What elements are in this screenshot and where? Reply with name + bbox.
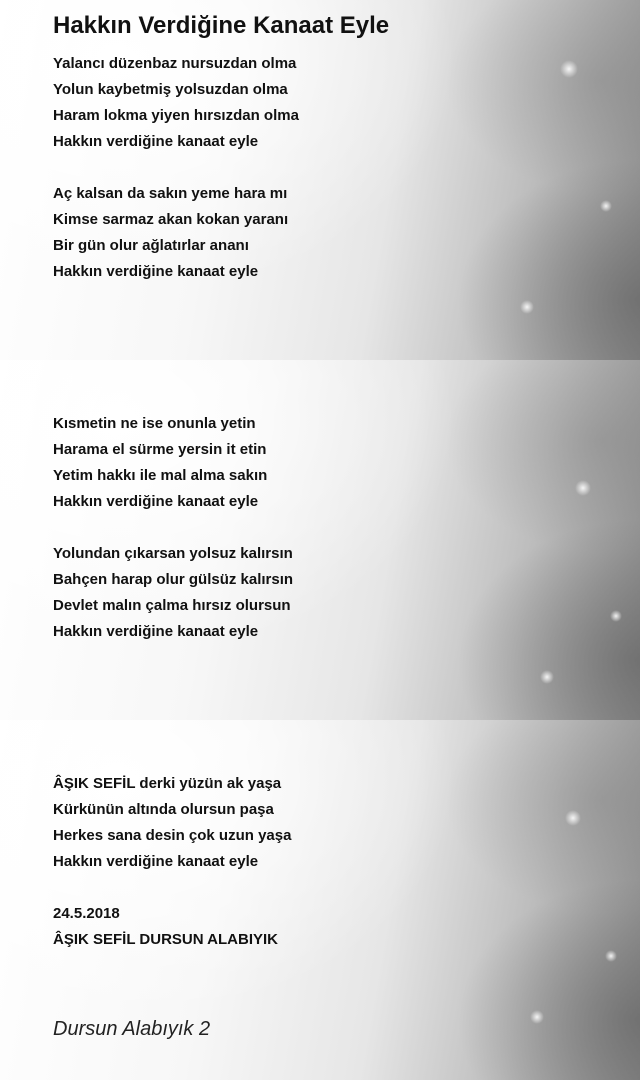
signature: Dursun Alabıyık 2: [53, 1018, 211, 1040]
poem-line: Kısmetin ne ise onunla yetin: [53, 415, 256, 432]
poem-author: ÂŞIK SEFİL DURSUN ALABIYIK: [53, 931, 279, 948]
poem-date: 24.5.2018: [53, 905, 120, 922]
stanza-group-1: [53, 51, 620, 285]
poem-line: Hakkın verdiğine kanaat eyle: [53, 263, 259, 280]
poem-line: Hakkın verdiğine kanaat eyle: [53, 133, 259, 150]
poem-line: Hakkın verdiğine kanaat eyle: [53, 493, 259, 510]
poem-line: Haram lokma yiyen hırsızdan olma: [53, 107, 299, 124]
poem-line: Yalancı düzenbaz nursuzdan olma: [53, 55, 297, 72]
poem-line: Herkes sana desin çok uzun yaşa: [53, 827, 292, 844]
poem-line: Kimse sarmaz akan kokan yaranı: [53, 211, 289, 228]
poem-line: Hakkın verdiğine kanaat eyle: [53, 623, 259, 640]
poem-line: Hakkın verdiğine kanaat eyle: [53, 853, 259, 870]
poem-panel-3: [0, 720, 640, 1080]
poem-line: Harama el sürme yersin it etin: [53, 441, 267, 458]
stanza-group-3: [53, 771, 620, 953]
stanza-group-2: [53, 411, 620, 645]
poem-line: Yolundan çıkarsan yolsuz kalırsın: [53, 545, 293, 562]
poem-panel-2: [0, 360, 640, 720]
poem-line: Bir gün olur ağlatırlar ananı: [53, 237, 249, 254]
poem-line: Kürkünün altında olursun paşa: [53, 801, 274, 818]
poem-panel-1: [0, 0, 640, 360]
poem-line: ÂŞIK SEFİL derki yüzün ak yaşa: [53, 775, 282, 792]
poem-line: Yolun kaybetmiş yolsuzdan olma: [53, 81, 288, 98]
poem-line: Yetim hakkı ile mal alma sakın: [53, 467, 268, 484]
poem-line: Bahçen harap olur gülsüz kalırsın: [53, 571, 294, 588]
poem-title: Hakkın Verdiğine Kanaat Eyle: [53, 12, 390, 39]
poem-line: Devlet malın çalma hırsız olursun: [53, 597, 291, 614]
poem-line: Aç kalsan da sakın yeme hara mı: [53, 185, 288, 202]
